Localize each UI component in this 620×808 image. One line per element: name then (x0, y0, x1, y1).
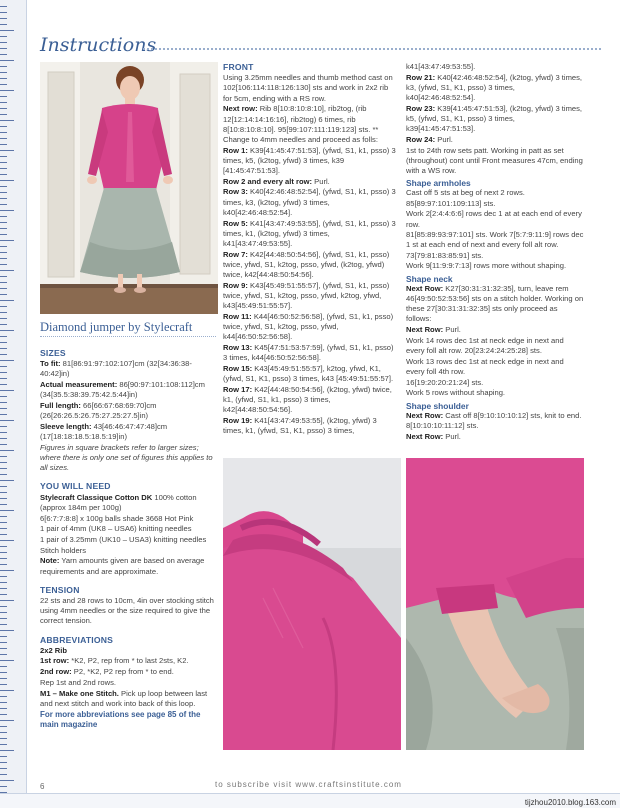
ruler-tick (0, 240, 14, 241)
ruler-tick (0, 444, 7, 445)
shaping-column (406, 62, 584, 443)
ruler-tick (0, 768, 7, 769)
ruler-tick (0, 486, 7, 487)
row-9: Row 9: K43[45:49:51:55:57], (yfwd, S1, k1, psso) twice, yfwd, S1, k2tog, psso, yfwd, k2tog, yfwd, k43[45:49:51:55:57]. (223, 280, 390, 311)
ruler-tick (0, 720, 14, 721)
ruler-tick (0, 732, 7, 733)
row-5: Row 5: K41[43:47:49:53:55], (yfwd, S1, k1, psso) 3 times, k1, (k2tog, yfwd) 3 times, k41[43:47:49:53:55]. (223, 218, 396, 248)
ruler-tick (0, 90, 14, 91)
ruler-tick (0, 96, 7, 97)
shoulder-heading: Shape shoulder (406, 400, 469, 411)
need-note: Note: Yarn amounts given are based on average requirements and are approximate. (40, 556, 205, 576)
ruler-tick (0, 540, 14, 541)
page-number: 6 (40, 782, 45, 791)
ruler-tick (0, 750, 14, 751)
left-column (40, 344, 216, 730)
ruler-tick (0, 636, 7, 637)
ruler-tick (0, 648, 7, 649)
needles-4mm: 1 pair of 4mm (UK8 – USA6) knitting needles (40, 524, 192, 534)
ruler-tick (0, 756, 7, 757)
ruler-tick (0, 102, 7, 103)
ruler-tick (0, 126, 7, 127)
ruler-tick (0, 252, 7, 253)
ruler-tick (0, 402, 7, 403)
row-19-cont: k41[43:47:49:53:55]. (406, 62, 476, 71)
ruler-tick (0, 600, 14, 601)
row-7: Row 7: K42[44:48:50:54:56], (yfwd, S1, k1, psso) twice, yfwd, S1, k2tog, psso, yfwd, (k2tog, yfwd) twice, k42[44:48:50:54:56]. (223, 249, 390, 280)
need-heading: YOU WILL NEED (40, 481, 111, 492)
rib-heading: 2x2 Rib (40, 645, 68, 655)
ruler-tick (0, 318, 7, 319)
watermark: tijzhou2010.blog.163.com (524, 798, 616, 807)
stitch-holders: Stitch holders (40, 545, 87, 555)
ruler-tick (0, 228, 7, 229)
ruler-tick (0, 192, 7, 193)
actual-measurement: Actual measurement: 86[90:97:101:108:112]cm (34[35.5:38:39.75:42.5:44]in) (40, 380, 205, 400)
ruler-tick (0, 504, 7, 505)
yarn: Stylecraft Classique Cotton DK 100% cotton (approx 184m per 100g) (40, 492, 197, 512)
ruler-tick (0, 726, 7, 727)
caption-divider (40, 336, 216, 337)
ruler-tick (0, 780, 14, 781)
ruler-tick (0, 138, 7, 139)
ruler-tick (0, 630, 14, 631)
row-3: Row 3: K40[42:46:48:52:54], (yfwd, S1, k1, psso) 3 times, k3, (k2tog, yfwd) 3 times, k40[42:46:48:52:54]. (223, 187, 396, 217)
to-fit: To fit: 81[86:91:97:102:107]cm (32[34:36:38-40:42]in) (40, 359, 192, 379)
ruler-tick (0, 24, 7, 25)
ruler-tick (0, 498, 7, 499)
ruler-tick (0, 300, 14, 301)
rib-repeat: Rep 1st and 2nd rows. (40, 677, 116, 687)
ruler-tick (0, 306, 7, 307)
ruler-tick (0, 372, 7, 373)
ruler-tick (0, 450, 14, 451)
armholes-heading: Shape armholes (406, 178, 471, 189)
ruler-tick (0, 366, 7, 367)
ruler-tick (0, 774, 7, 775)
ruler-tick (0, 204, 7, 205)
ruler-tick (0, 594, 7, 595)
ruler-tick (0, 624, 7, 625)
ruler-tick (0, 564, 7, 565)
m1-abbreviation: M1 – Make one Stitch. Pick up loop between last and next stitch and work into back of this loop. (40, 688, 208, 708)
full-length: Full length: 66[66:67:68:69:70]cm (26[26:26.5:26.75:27.25:27.5]in) (40, 401, 157, 421)
ruler-tick (0, 696, 7, 697)
ruler-tick (0, 396, 7, 397)
ruler-tick (0, 546, 7, 547)
ruler-tick (0, 282, 7, 283)
model-photo (40, 62, 218, 314)
ruler-tick (0, 690, 14, 691)
ruler-tick (0, 294, 7, 295)
ruler-tick (0, 492, 7, 493)
armholes-4: Work 9[11:9:9:7:13] rows more without shaping. (406, 261, 567, 271)
row-2: Row 2 and every alt row: Purl. (223, 176, 330, 186)
ruler-tick (0, 744, 7, 745)
ruler-tick (0, 684, 7, 685)
ruler-tick (0, 6, 7, 7)
neck-2: Work 13 rows dec 1st at neck edge in next and every foll 4th row. (406, 356, 564, 376)
ruler-tick (0, 468, 7, 469)
neck-heading: Shape neck (406, 273, 453, 284)
ruler-tick (0, 552, 7, 553)
ruler-tick (0, 612, 7, 613)
ruler-tick (0, 324, 7, 325)
ruler-tick (0, 420, 14, 421)
ruler-tick (0, 354, 7, 355)
ruler-tick (0, 618, 7, 619)
armholes-2: Work 2[2:4:4:6:6] rows dec 1 at at each end of every row. (406, 209, 582, 229)
ruler-tick (0, 348, 7, 349)
ruler-tick (0, 702, 7, 703)
subscribe-url[interactable]: to subscribe visit www.craftsinstitute.com (215, 780, 402, 789)
ruler-tick (0, 198, 7, 199)
ruler-tick (0, 150, 14, 151)
ruler-tick (0, 534, 7, 535)
row-23: Row 23: K39[41:45:47:51:53], (k2tog, yfwd) 3 times, k5, (yfwd, S1, K1, psso) 3 times, k39[41:45:47:51:53]. (406, 103, 583, 134)
ruler-tick (0, 18, 7, 19)
shoulder-next-row-2: Next Row: Purl. (406, 432, 461, 442)
needles-325mm: 1 pair of 3.25mm (UK10 – USA3) knitting needles (40, 534, 207, 544)
ruler-tick (0, 588, 7, 589)
more-abbreviations-link[interactable]: For more abbreviations see page 85 of the main magazine (40, 709, 201, 729)
row-19: Row 19: K41[43:47:49:53:55], (k2tog, yfwd) 3 times, k1, (yfwd, S1, K1, psso) 3 times, (223, 415, 377, 436)
ruler-tick (0, 384, 7, 385)
row-21: Row 21: K40[42:46:48:52:54], (k2tog, yfwd) 3 times, k3, (yfwd, S1, K1, psso) 3 times, k40[42:46:48:52:54]. (406, 72, 583, 103)
ruler-tick (0, 156, 7, 157)
shoulder-next-row: Next Row: Cast off 8[9:10:10:10:12] sts, knit to end. (406, 410, 582, 420)
front-column (223, 62, 399, 437)
armholes-1: Cast off 5 sts at beg of next 2 rows. 85[89:97:101:109:113] sts. (406, 188, 525, 208)
ruler-tick (0, 336, 7, 337)
ruler-tick (0, 180, 14, 181)
ruler-tick (0, 714, 7, 715)
ruler-tick (0, 654, 7, 655)
ruler-tick (0, 762, 7, 763)
neck-3: 16[19:20:20:21:24] sts. (406, 377, 484, 387)
front-cast-on: Using 3.25mm needles and thumb method cast on 102[106:114:118:126:130] sts and work in 2x2 rib for 5cm, ending with a RS row. (223, 73, 393, 103)
ruler-tick (0, 342, 7, 343)
row-1: Row 1: K39[41:45:47:51:53], (yfwd, S1, k1, psso) 3 times, k5, (k2tog, yfwd) 3 times, k39 [41:45:47:51:53]. (223, 145, 396, 176)
ruler-tick (0, 474, 7, 475)
ruler-tick (0, 288, 7, 289)
ruler-tick (0, 168, 7, 169)
ruler-tick (0, 456, 7, 457)
neckline-detail-photo (223, 458, 401, 750)
ruler-tick (0, 222, 7, 223)
ruler-tick (0, 678, 7, 679)
ruler-tick (0, 48, 7, 49)
sleeve-detail-photo (406, 458, 584, 750)
pattern-note: 1st to 24th row sets patt. Working in patt as set (throughout) cont until Front measures 47cm, ending with a WS row. (406, 145, 583, 176)
ruler-tick (0, 570, 14, 571)
ruler-tick (0, 270, 14, 271)
ruler-tick (0, 330, 14, 331)
ruler-tick (0, 582, 7, 583)
abbreviations-heading: ABBREVIATIONS (40, 634, 114, 645)
ruler-tick (0, 72, 7, 73)
neck-next-row-2: Next Row: Purl. (406, 325, 461, 335)
ruler-tick (0, 30, 14, 31)
sizes-note: Figures in square brackets refer to larger sizes; where there is only one set of figures this applies to all sizes. (40, 442, 213, 473)
neck-next-row: Next Row: K27[30:31:31:32:35], turn, leave rem 46[49:50:52:53:56] sts on a stitch holder. Working on these 27[30:31:31:32:35] sts only proceed as follows: (406, 283, 584, 324)
ruler-tick (0, 66, 7, 67)
ruler-tick (0, 264, 7, 265)
ruler-tick (0, 36, 7, 37)
ruler-tick (0, 480, 14, 481)
ruler-tick (0, 120, 14, 121)
ruler-tick (0, 516, 7, 517)
ruler-tick (0, 84, 7, 85)
rib-row-1: 1st row: *K2, P2, rep from * to last 2sts, K2. (40, 656, 189, 666)
ruler-tick (0, 426, 7, 427)
ruler-tick (0, 210, 14, 211)
tension-text: 22 sts and 28 rows to 10cm, 4in over stocking stitch using 4mm needles or the size required to give the correct tension. (40, 595, 214, 626)
ruler-tick (0, 576, 7, 577)
ruler-tick (0, 666, 7, 667)
front-next-row: Next row: Rib 8[10:8:10:8:10], rib2tog, (rib 12[12:14:14:16:16], rib2tog) 6 times, rib 8[10:8:10:8:10]. 95[99:107:111:119:123] sts. ** Change to 4mm needles and proceed as folls: (223, 104, 379, 144)
ruler-tick (0, 132, 7, 133)
row-17: Row 17: K42[44:48:50:54:56], (k2tog, yfwd) twice, k1, (yfwd, S1, k1, psso) 3 times, k42[44:48:50:54:56]. (223, 384, 392, 415)
ruler-tick (0, 258, 7, 259)
ruler-tick (0, 432, 7, 433)
ruler-tick (0, 114, 7, 115)
ruler-tick (0, 414, 7, 415)
row-24: Row 24: Purl. (406, 134, 453, 144)
ruler-tick (0, 708, 7, 709)
row-15: Row 15: K43[45:49:51:55:57], k2tog, yfwd, K1, (yfwd, S1, K1, psso) 3 times, k43 [45:49:51:55:57]. (223, 363, 394, 384)
ruler-tick (0, 438, 7, 439)
page-ruler (0, 0, 27, 808)
page-title: Instructions (40, 34, 157, 56)
ruler-tick (0, 42, 7, 43)
armholes-3: 81[85:89:93:97:101] sts. Work 7[5:7:9:11:9] rows dec 1 st at each end of next and every foll alt row. 73[79:81:83:85:91] sts. (406, 230, 584, 260)
ruler-tick (0, 234, 7, 235)
ruler-tick (0, 378, 7, 379)
ruler-tick (0, 174, 7, 175)
ruler-tick (0, 390, 14, 391)
shoulder-count: 8[10:10:10:11:12] sts. (406, 421, 479, 431)
sleeve-length: Sleeve length: 43[46:46:47:47:48]cm (17[18:18:18.5:18.5:19]in) (40, 421, 168, 442)
ruler-tick (0, 144, 7, 145)
ruler-tick (0, 60, 14, 61)
ruler-tick (0, 510, 14, 511)
ruler-tick (0, 312, 7, 313)
ruler-tick (0, 360, 14, 361)
ruler-tick (0, 108, 7, 109)
ruler-tick (0, 522, 7, 523)
sizes-heading: SIZES (40, 348, 66, 358)
row-13: Row 13: K45[47:51:53:57:59], (yfwd, S1, k1, psso) 3 times, k44[46:50:52:56:58]. (223, 342, 394, 363)
rib-row-2: 2nd row: P2, *K2, P2 rep from * to end. (40, 667, 174, 677)
neck-4: Work 5 rows without shaping. (406, 388, 506, 398)
row-11: Row 11: K44[46:50:52:56:58], (yfwd, S1, k1, psso) twice, yfwd, S1, k2tog, psso, yfwd, k44[46:50:52:56:58]. (223, 311, 394, 342)
ruler-tick (0, 462, 7, 463)
tension-heading: TENSION (40, 584, 80, 595)
ruler-tick (0, 558, 7, 559)
yarn-balls: 6[6:7:7:8:8] x 100g balls shade 3668 Hot Pink (40, 513, 194, 523)
ruler-tick (0, 216, 7, 217)
ruler-tick (0, 408, 7, 409)
ruler-tick (0, 672, 7, 673)
neck-1: Work 14 rows dec 1st at neck edge in next and every foll alt row. 20[23:24:24:25:28] sts. (406, 335, 564, 355)
ruler-tick (0, 54, 7, 55)
ruler-tick (0, 12, 7, 13)
photo-caption: Diamond jumper by Stylecraft (40, 320, 193, 334)
ruler-tick (0, 162, 7, 163)
front-heading: FRONT (223, 62, 254, 72)
ruler-tick (0, 78, 7, 79)
ruler-tick (0, 246, 7, 247)
ruler-tick (0, 738, 7, 739)
ruler-tick (0, 186, 7, 187)
ruler-tick (0, 276, 7, 277)
title-divider (143, 48, 601, 50)
ruler-tick (0, 606, 7, 607)
ruler-tick (0, 528, 7, 529)
ruler-tick (0, 786, 7, 787)
ruler-tick (0, 660, 14, 661)
ruler-tick (0, 642, 7, 643)
